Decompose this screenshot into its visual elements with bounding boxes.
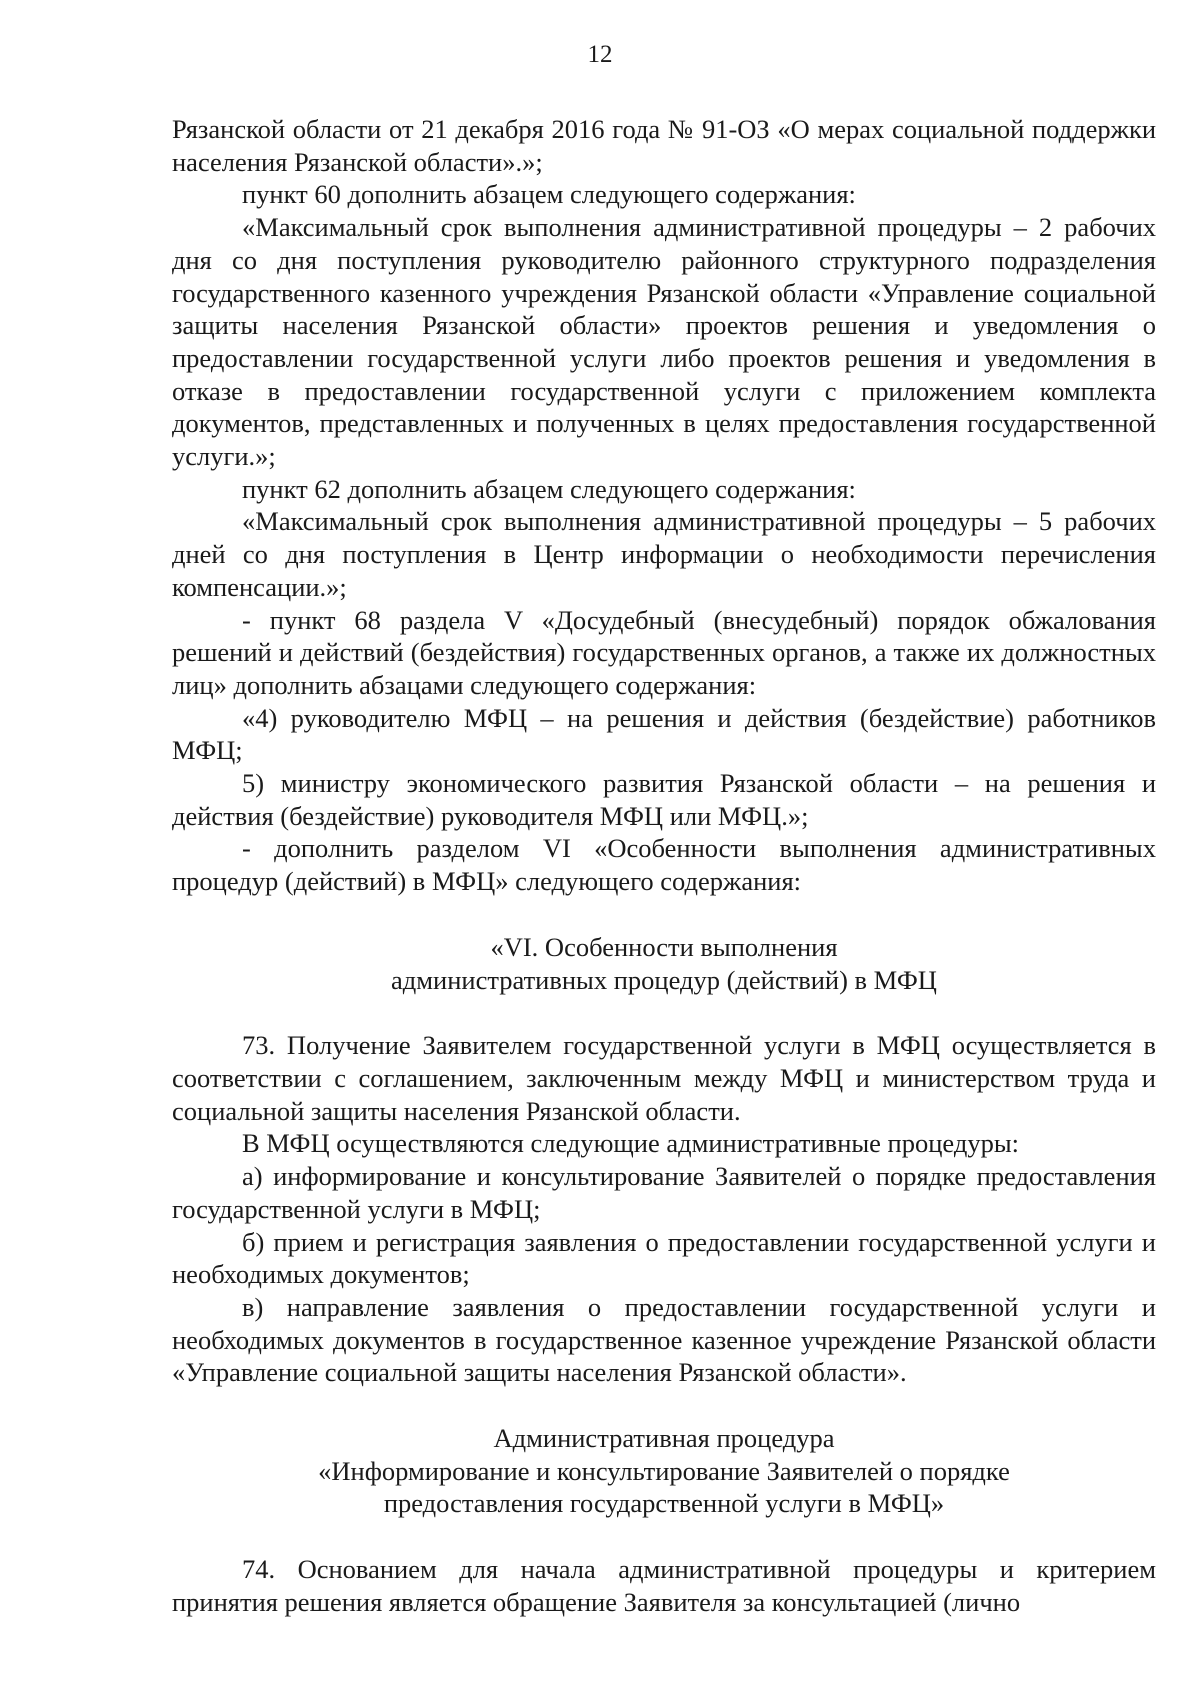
paragraph: пункт 62 дополнить абзацем следующего содержания: [242,473,856,504]
paragraph: 73. Получение Заявителем государственной услуги в МФЦ осуществляется в соответствии с соглашением, заключенным между МФЦ и министерством труда и социальной защиты населения Рязанской области. [172,1030,1156,1126]
section-heading-line: «VI. Особенности выполнения [490,931,838,962]
procedure-heading-line: Административная процедура [493,1423,835,1454]
paragraph: «Максимальный срок выполнения административной процедуры – 2 рабочих дня со дня поступления руководителю районного структурного подразделения государственного казенного учреждения Рязанской области «Управление социальной защиты населения Рязанской области» проектов решения и уведомления о предоставлении государственной услуги либо проектов решения и уведомления в отказе в предоставлении государственной услуги с приложением комплекта документов, представленных и полученных в целях предоставления государственной услуги.»; [172,212,1156,472]
page-number: 12 [587,41,613,68]
paragraph: В МФЦ осуществляются следующие административные процедуры: [242,1128,1019,1159]
paragraph: Рязанской области от 21 декабря 2016 года № 91-ОЗ «О мерах социальной поддержки населения Рязанской области».»; [172,114,1156,177]
paragraph: «Максимальный срок выполнения административной процедуры – 5 рабочих дней со дня поступления в Центр информации о необходимости перечисления компенсации.»; [172,506,1156,602]
paragraph: в) направление заявления о предоставлении государственной услуги и необходимых документов в государственное казенное учреждение Рязанской области «Управление социальной защиты населения Рязанской области». [172,1291,1156,1388]
paragraph: - дополнить разделом VI «Особенности выполнения административных процедур (действий) в МФЦ» следующего содержания: [172,833,1156,897]
paragraph: 74. Основанием для начала административной процедуры и критерием принятия решения является обращение Заявителя за консультацией (лично [172,1554,1156,1617]
paragraph: б) прием и регистрация заявления о предоставлении государственной услуги и необходимых документов; [172,1226,1156,1290]
section-heading-line: административных процедур (действий) в МФЦ [391,964,937,995]
spacer [172,1520,1156,1553]
paragraph: 5) министру экономического развития Рязанской области – на решения и действия (бездействие) руководителя МФЦ или МФЦ.»; [172,768,1156,831]
procedure-heading [172,1422,1156,1520]
paragraphs-mid [172,1029,1156,1389]
spacer [172,996,1156,1029]
paragraph: - пункт 68 раздела V «Досудебный (внесудебный) порядок обжалования решений и действий (бездействия) государственных органов, а также их должностных лиц» дополнить абзацами следующего содержания: [172,604,1156,700]
spacer [172,898,1156,931]
paragraphs-bottom [172,1553,1156,1618]
spacer [172,1389,1156,1422]
paragraph: «4) руководителю МФЦ – на решения и действия (бездействие) работников МФЦ; [172,702,1156,766]
section-heading [172,931,1156,996]
paragraph: пункт 60 дополнить абзацем следующего содержания: [242,179,856,210]
procedure-heading-line: предоставления государственной услуги в МФЦ» [383,1488,945,1519]
paragraph: а) информирование и консультирование Заявителей о порядке предоставления государственной услуги в МФЦ; [172,1161,1156,1224]
procedure-heading-line: «Информирование и консультирование Заявителей о порядке [318,1455,1010,1486]
paragraphs-top [172,113,1156,898]
document-body [172,113,1156,1619]
